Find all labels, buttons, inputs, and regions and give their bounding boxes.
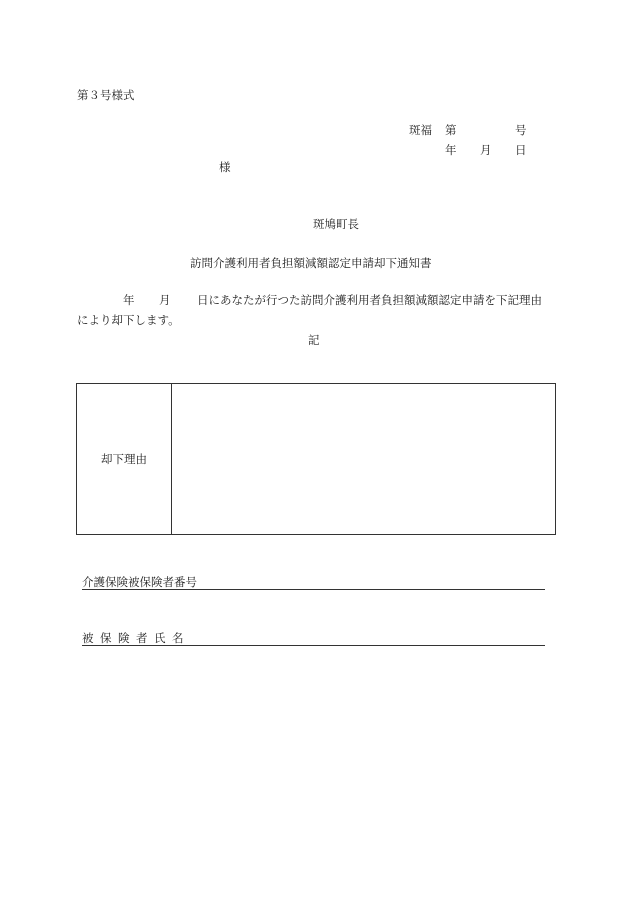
reason-content-cell[interactable] <box>172 384 555 534</box>
reference-dai: 第 <box>445 123 457 137</box>
issuer-name: 斑鳩町長 <box>313 217 359 231</box>
reference-prefix: 斑福 <box>409 123 432 137</box>
date-month-label: 月 <box>480 143 492 157</box>
date-year-label: 年 <box>445 143 457 157</box>
form-number: 第３号様式 <box>77 88 135 102</box>
body-line-1-text: 日にあなたが行つた訪問介護利用者負担額減額認定申請を下記理由 <box>197 293 542 307</box>
rejection-reason-table <box>76 383 556 535</box>
date-day-label: 日 <box>515 143 527 157</box>
document-title: 訪問介護利用者負担額減額認定申請却下通知書 <box>190 256 432 270</box>
reference-go: 号 <box>515 123 527 137</box>
insured-number-label: 介護保険被保険者番号 <box>82 575 197 589</box>
body-line-2: により却下します。 <box>77 313 180 327</box>
reason-label: 却下理由 <box>101 452 147 466</box>
insured-name-label: 被保険者氏名 <box>82 631 190 645</box>
insured-number-field[interactable] <box>82 574 545 590</box>
body-month-label: 月 <box>159 293 171 307</box>
insured-name-field[interactable] <box>82 630 545 646</box>
body-year-label: 年 <box>123 293 135 307</box>
addressee-suffix: 様 <box>219 160 231 174</box>
ki-heading: 記 <box>308 333 320 347</box>
reason-label-cell <box>77 384 172 534</box>
